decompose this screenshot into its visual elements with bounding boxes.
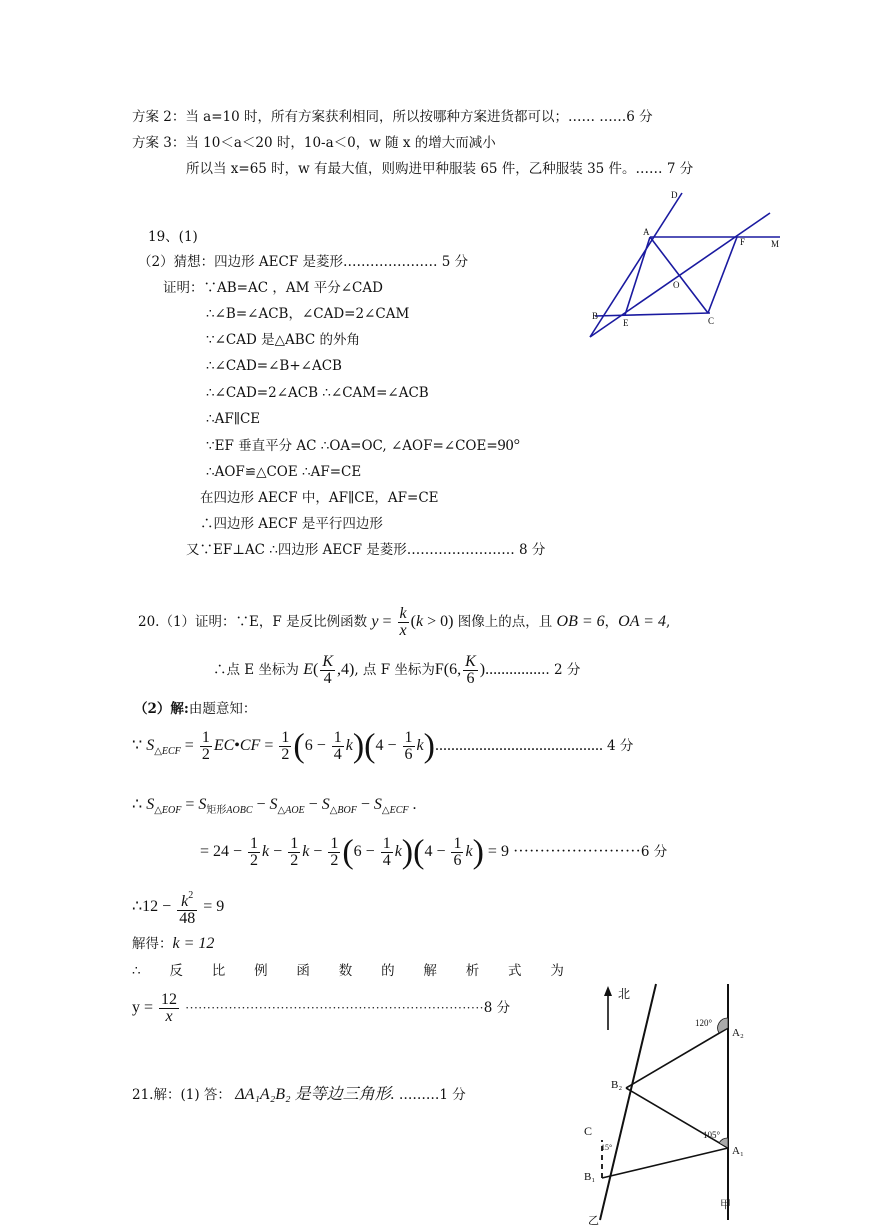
word: 函: [296, 963, 310, 979]
plan3-line: 方案 3：当 10＜a＜20 时，10-a＜0，w 随 x 的增大而减小: [132, 135, 496, 151]
label-e: E: [623, 318, 629, 328]
q20-score-2: .. 2 分: [541, 662, 581, 679]
label-c: C: [584, 1124, 593, 1138]
q20-area-eof-line: ∴ $S_{\triangle EOF} = S_{矩形AOBC} - S_{\triangle AOE} - S_{\triangle BOF} - S_{\triangle ECF}$ .: [132, 796, 417, 816]
q20-condition: 图像上的点，且: [457, 614, 553, 631]
word: 反: [169, 963, 183, 979]
edge-b1-a1: [602, 1148, 728, 1178]
q20-solve-label: 解得：: [132, 936, 173, 952]
label-a1: A₁: [732, 1145, 744, 1157]
angle-120-sector: [718, 1018, 728, 1033]
q19-proof-line-11: 又∵EF⊥AC ∴四边形 AECF 是菱形…………………… 8 分: [186, 542, 546, 558]
q20-coords-line: [213, 654, 580, 687]
q20-coord-e-prefix: ∴点 E 坐标为: [213, 662, 299, 679]
q21-navigation-figure: [578, 980, 758, 1225]
q19-proof-line-3: ∵∠CAD 是△ABC 的外角: [206, 332, 361, 348]
q20-k-value: k = 12: [172, 935, 215, 952]
north-arrow-head: [604, 986, 612, 996]
q20-area-ecf-line: ∵ $S_{\triangle ECF}$ = $\frac{1}{2}$ EC•CF = $\frac{1}{2}$ (6 − $\frac{1}{4}$ k)(4 − $\frac{1}{6}$ k).......................................... 4 分: [132, 727, 634, 765]
q19-rhombus-figure: [585, 185, 790, 345]
q20-analytic-line: [132, 962, 564, 980]
label-a2: A₂: [732, 1027, 744, 1039]
q19-proof-line-1: 证明：∵AB=AC ，AM 平分∠CAD: [163, 280, 383, 296]
word: 的: [381, 963, 395, 979]
label-b2: B₂: [611, 1079, 623, 1091]
q19-proof-line-10: ∴四边形 AECF 是平行四边形: [200, 516, 383, 532]
q21-triangle: ΔA₁A₂B₂ 是等边三角形.: [235, 1086, 395, 1103]
q20-score-8: 8 分: [483, 1000, 511, 1016]
q19-proof-line-2: ∴∠B=∠ACB，∠CAD=2∠CAM: [206, 306, 410, 322]
word: 例: [254, 963, 268, 979]
word: 为: [550, 963, 564, 979]
word: 解: [423, 963, 437, 979]
q19-proof-line-8: ∴AOF≌△COE ∴AF=CE: [206, 464, 362, 480]
label-f: F: [740, 237, 746, 247]
q21-line: [132, 1086, 466, 1104]
line-fc: [708, 237, 737, 313]
q20-coord-f-prefix: , 点 F 坐标为: [354, 662, 435, 679]
q20-coord-e: E( $\frac{K}{4}$ ,4): [303, 653, 355, 687]
label-c: C: [708, 316, 715, 326]
q20-part2-text: 由题意知：: [188, 701, 257, 717]
q20-final-line: y = $\frac{12}{x}$ ·····································································8 分: [132, 990, 511, 1025]
word: 式: [508, 963, 522, 979]
north-label: 北: [618, 987, 631, 1001]
label-o: O: [673, 280, 680, 290]
q19-proof-line-6: ∴AF∥CE: [206, 411, 261, 427]
q19-proof-line-9: 在四边形 AECF 中，AF∥CE，AF=CE: [200, 490, 439, 506]
angle-120-label: 120°: [695, 1018, 713, 1028]
edge-b2-a2: [626, 1028, 728, 1088]
q19-part1: 19、(1): [148, 229, 198, 245]
label-b: B: [592, 311, 599, 321]
q20-calc-line: = 24 − $\frac{1}{2}$ k − $\frac{1}{2}$ k − $\frac{1}{2}$ (6 − $\frac{1}{4}$ k)(4 − $\frac{1}{6}$ k) = 9 ························6 分: [200, 833, 668, 871]
label-a: A: [643, 227, 650, 237]
word: 数: [338, 963, 353, 979]
angle-105-label: 105°: [703, 1130, 721, 1140]
q19-proof-line-4: ∴∠CAD=∠B+∠ACB: [206, 358, 342, 374]
q20-part2-line: [134, 700, 256, 718]
q20-eq-result: = 9: [487, 843, 509, 860]
label-b1: B₁: [584, 1171, 596, 1183]
q19-angle-value: 90°: [497, 437, 521, 454]
label-m: M: [771, 239, 780, 249]
label-yi: 乙: [588, 1215, 599, 1225]
plan2-line: 方案 2：当 a=10 时，所有方案获利相同，所以按哪种方案进货都可以；…… ……6 分: [132, 109, 653, 125]
q19-proof-line-7-text: ∵EF 垂直平分 AC ∴OA=OC, ∠AOF=∠COE=: [206, 438, 498, 454]
q19-proof-line-7: [206, 437, 520, 455]
q20-function: y = $\frac{k}{x}$ (k > 0): [371, 605, 454, 639]
line-bc: [595, 313, 710, 316]
angle-15-label: 15°: [601, 1143, 613, 1152]
q20-coord-f: F(6, $\frac{K}{6}$ )..............: [434, 653, 542, 687]
q20-oa: OA = 4: [618, 613, 666, 631]
word: 比: [211, 963, 226, 979]
q19-proof-line-5: ∴∠CAD=2∠ACB ∴∠CAM=∠ACB: [206, 385, 429, 401]
word: ∴: [132, 963, 141, 979]
q21-score: ………1 分: [398, 1087, 466, 1103]
q20-intro-line: 20.（1）证明：∵E，F 是反比例函数 y = $\frac{k}{x}$ (k > 0) 图像上的点，且 OB = 6，OA = 4,: [138, 605, 671, 639]
label-d: D: [671, 190, 678, 200]
q20-solve-line: [132, 935, 214, 953]
q20-k-equation: ∴12 − $\frac{k^2}{48}$ = 9: [132, 890, 225, 927]
q20-intro: 20.（1）证明：∵E，F 是反比例函数: [138, 614, 368, 631]
q20-ob: OB = 6: [556, 613, 605, 631]
angle-105-sector: [719, 1138, 728, 1148]
conclusion-line: 所以当 x=65 时，w 有最大值，则购进甲种服装 65 件，乙种服装 35 件。…… 7 分: [186, 161, 694, 177]
q21-text: 21.解：(1) 答：: [132, 1087, 231, 1103]
q20-score-4: 4 分: [606, 738, 634, 754]
q19-guess: （2）猜想：四边形 AECF 是菱形………………… 5 分: [138, 254, 469, 270]
q20-part2-label: （2）解:: [134, 701, 189, 717]
line-ac: [650, 237, 708, 313]
word: 析: [465, 963, 480, 979]
q20-score-6: 6 分: [640, 844, 668, 860]
label-jia: 甲: [720, 1199, 731, 1211]
